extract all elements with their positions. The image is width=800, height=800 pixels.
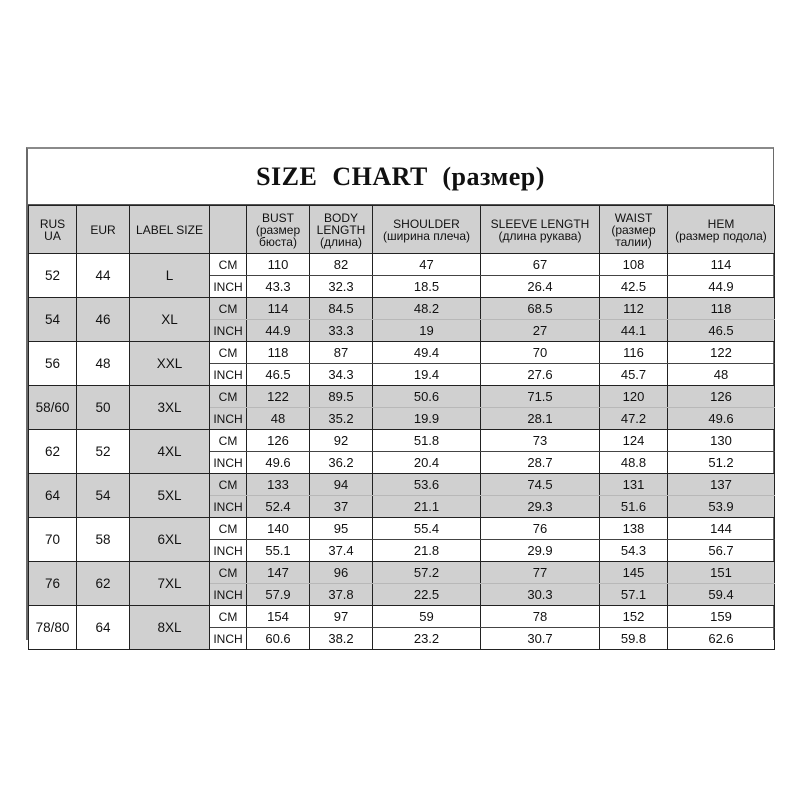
cell-hem-cm: 159 (668, 606, 775, 628)
cell-body-length-cm: 97 (310, 606, 373, 628)
cell-bust-inch: 43.3 (247, 276, 310, 298)
cell-rus-ua: 54 (29, 298, 77, 342)
table-row-cm (29, 430, 775, 452)
cell-sleeve-length-inch: 29.9 (481, 540, 600, 562)
cell-label-size: 8XL (130, 606, 210, 650)
header-body-length: BODY LENGTH (длина) (310, 206, 373, 254)
cell-unit-cm: CM (210, 474, 247, 496)
cell-body-length-cm: 95 (310, 518, 373, 540)
cell-waist-inch: 59.8 (600, 628, 668, 650)
cell-body-length-inch: 38.2 (310, 628, 373, 650)
cell-waist-cm: 120 (600, 386, 668, 408)
cell-shoulder-cm: 49.4 (373, 342, 481, 364)
cell-bust-cm: 110 (247, 254, 310, 276)
cell-waist-cm: 108 (600, 254, 668, 276)
header-waist: WAIST (размер талии) (600, 206, 668, 254)
cell-bust-cm: 118 (247, 342, 310, 364)
cell-shoulder-cm: 47 (373, 254, 481, 276)
cell-sleeve-length-inch: 28.7 (481, 452, 600, 474)
cell-label-size: XXL (130, 342, 210, 386)
cell-unit-cm: CM (210, 386, 247, 408)
cell-hem-inch: 46.5 (668, 320, 775, 342)
cell-hem-cm: 118 (668, 298, 775, 320)
cell-rus-ua: 58/60 (29, 386, 77, 430)
cell-waist-inch: 42.5 (600, 276, 668, 298)
cell-rus-ua: 64 (29, 474, 77, 518)
cell-sleeve-length-cm: 76 (481, 518, 600, 540)
cell-hem-cm: 114 (668, 254, 775, 276)
cell-shoulder-cm: 57.2 (373, 562, 481, 584)
cell-unit-inch: INCH (210, 408, 247, 430)
cell-sleeve-length-cm: 70 (481, 342, 600, 364)
cell-unit-inch: INCH (210, 584, 247, 606)
cell-unit-cm: CM (210, 562, 247, 584)
cell-eur: 50 (77, 386, 130, 430)
size-table-body (29, 254, 775, 650)
cell-shoulder-inch: 19.9 (373, 408, 481, 430)
cell-bust-inch: 60.6 (247, 628, 310, 650)
cell-bust-cm: 122 (247, 386, 310, 408)
cell-rus-ua: 78/80 (29, 606, 77, 650)
cell-waist-cm: 145 (600, 562, 668, 584)
cell-waist-inch: 51.6 (600, 496, 668, 518)
table-row-cm (29, 518, 775, 540)
cell-label-size: 6XL (130, 518, 210, 562)
cell-hem-cm: 144 (668, 518, 775, 540)
cell-body-length-inch: 37 (310, 496, 373, 518)
cell-sleeve-length-cm: 73 (481, 430, 600, 452)
cell-hem-cm: 126 (668, 386, 775, 408)
cell-shoulder-inch: 19.4 (373, 364, 481, 386)
cell-waist-cm: 124 (600, 430, 668, 452)
cell-waist-cm: 152 (600, 606, 668, 628)
cell-waist-inch: 57.1 (600, 584, 668, 606)
cell-hem-inch: 53.9 (668, 496, 775, 518)
cell-unit-cm: CM (210, 254, 247, 276)
cell-body-length-cm: 94 (310, 474, 373, 496)
cell-eur: 46 (77, 298, 130, 342)
cell-hem-inch: 44.9 (668, 276, 775, 298)
cell-waist-cm: 112 (600, 298, 668, 320)
cell-body-length-inch: 35.2 (310, 408, 373, 430)
table-row-cm (29, 342, 775, 364)
cell-waist-cm: 131 (600, 474, 668, 496)
header-shoulder: SHOULDER (ширина плеча) (373, 206, 481, 254)
cell-sleeve-length-cm: 67 (481, 254, 600, 276)
cell-eur: 44 (77, 254, 130, 298)
cell-label-size: 3XL (130, 386, 210, 430)
cell-hem-cm: 130 (668, 430, 775, 452)
cell-sleeve-length-cm: 71.5 (481, 386, 600, 408)
cell-hem-inch: 59.4 (668, 584, 775, 606)
cell-shoulder-cm: 59 (373, 606, 481, 628)
cell-shoulder-cm: 55.4 (373, 518, 481, 540)
cell-waist-inch: 47.2 (600, 408, 668, 430)
cell-bust-cm: 126 (247, 430, 310, 452)
cell-unit-inch: INCH (210, 452, 247, 474)
cell-rus-ua: 56 (29, 342, 77, 386)
table-row-cm (29, 562, 775, 584)
cell-hem-inch: 51.2 (668, 452, 775, 474)
cell-body-length-inch: 37.8 (310, 584, 373, 606)
cell-shoulder-inch: 18.5 (373, 276, 481, 298)
header-rus-ua: RUS UA (29, 206, 77, 254)
cell-body-length-cm: 96 (310, 562, 373, 584)
cell-label-size: L (130, 254, 210, 298)
cell-sleeve-length-inch: 27 (481, 320, 600, 342)
cell-shoulder-cm: 50.6 (373, 386, 481, 408)
cell-unit-inch: INCH (210, 496, 247, 518)
table-row-cm (29, 298, 775, 320)
cell-sleeve-length-inch: 29.3 (481, 496, 600, 518)
cell-bust-inch: 49.6 (247, 452, 310, 474)
header-eur: EUR (77, 206, 130, 254)
header-row (29, 206, 775, 254)
cell-bust-inch: 57.9 (247, 584, 310, 606)
cell-sleeve-length-cm: 78 (481, 606, 600, 628)
cell-waist-cm: 138 (600, 518, 668, 540)
cell-body-length-inch: 36.2 (310, 452, 373, 474)
cell-body-length-cm: 84.5 (310, 298, 373, 320)
header-unit (210, 206, 247, 254)
size-table (28, 205, 775, 650)
cell-unit-cm: CM (210, 342, 247, 364)
cell-unit-cm: CM (210, 298, 247, 320)
cell-shoulder-inch: 21.8 (373, 540, 481, 562)
cell-unit-cm: CM (210, 518, 247, 540)
cell-unit-inch: INCH (210, 320, 247, 342)
table-row-cm (29, 386, 775, 408)
cell-label-size: XL (130, 298, 210, 342)
cell-unit-cm: CM (210, 606, 247, 628)
cell-body-length-inch: 32.3 (310, 276, 373, 298)
cell-bust-cm: 133 (247, 474, 310, 496)
cell-sleeve-length-inch: 30.3 (481, 584, 600, 606)
cell-eur: 52 (77, 430, 130, 474)
cell-bust-inch: 55.1 (247, 540, 310, 562)
cell-body-length-inch: 34.3 (310, 364, 373, 386)
cell-shoulder-cm: 48.2 (373, 298, 481, 320)
header-bust: BUST (размер бюста) (247, 206, 310, 254)
cell-hem-inch: 48 (668, 364, 775, 386)
cell-sleeve-length-cm: 77 (481, 562, 600, 584)
cell-bust-cm: 114 (247, 298, 310, 320)
size-chart-title: SIZE CHART (размер) (28, 149, 773, 205)
cell-eur: 62 (77, 562, 130, 606)
cell-rus-ua: 62 (29, 430, 77, 474)
cell-waist-inch: 54.3 (600, 540, 668, 562)
cell-waist-inch: 44.1 (600, 320, 668, 342)
cell-body-length-inch: 37.4 (310, 540, 373, 562)
cell-sleeve-length-inch: 27.6 (481, 364, 600, 386)
cell-hem-inch: 62.6 (668, 628, 775, 650)
header-sleeve-length: SLEEVE LENGTH (длина рукава) (481, 206, 600, 254)
cell-body-length-cm: 89.5 (310, 386, 373, 408)
cell-body-length-cm: 87 (310, 342, 373, 364)
cell-unit-inch: INCH (210, 540, 247, 562)
cell-label-size: 5XL (130, 474, 210, 518)
cell-shoulder-inch: 21.1 (373, 496, 481, 518)
cell-bust-cm: 147 (247, 562, 310, 584)
cell-sleeve-length-inch: 28.1 (481, 408, 600, 430)
cell-body-length-inch: 33.3 (310, 320, 373, 342)
cell-label-size: 7XL (130, 562, 210, 606)
cell-body-length-cm: 82 (310, 254, 373, 276)
cell-bust-inch: 52.4 (247, 496, 310, 518)
cell-body-length-cm: 92 (310, 430, 373, 452)
cell-sleeve-length-cm: 74.5 (481, 474, 600, 496)
cell-shoulder-cm: 53.6 (373, 474, 481, 496)
cell-waist-inch: 48.8 (600, 452, 668, 474)
cell-hem-cm: 137 (668, 474, 775, 496)
cell-waist-inch: 45.7 (600, 364, 668, 386)
cell-eur: 54 (77, 474, 130, 518)
cell-unit-inch: INCH (210, 628, 247, 650)
cell-bust-inch: 44.9 (247, 320, 310, 342)
cell-rus-ua: 70 (29, 518, 77, 562)
cell-bust-cm: 154 (247, 606, 310, 628)
cell-unit-inch: INCH (210, 364, 247, 386)
cell-rus-ua: 52 (29, 254, 77, 298)
cell-shoulder-cm: 51.8 (373, 430, 481, 452)
cell-shoulder-inch: 20.4 (373, 452, 481, 474)
cell-eur: 58 (77, 518, 130, 562)
cell-sleeve-length-cm: 68.5 (481, 298, 600, 320)
cell-unit-inch: INCH (210, 276, 247, 298)
size-chart (26, 147, 774, 646)
header-label-size: LABEL SIZE (130, 206, 210, 254)
cell-hem-cm: 151 (668, 562, 775, 584)
cell-bust-inch: 48 (247, 408, 310, 430)
table-row-cm (29, 606, 775, 628)
cell-eur: 48 (77, 342, 130, 386)
cell-eur: 64 (77, 606, 130, 650)
cell-shoulder-inch: 19 (373, 320, 481, 342)
cell-bust-inch: 46.5 (247, 364, 310, 386)
cell-sleeve-length-inch: 26.4 (481, 276, 600, 298)
cell-shoulder-inch: 23.2 (373, 628, 481, 650)
cell-rus-ua: 76 (29, 562, 77, 606)
cell-bust-cm: 140 (247, 518, 310, 540)
cell-hem-inch: 56.7 (668, 540, 775, 562)
header-hem: HEM (размер подола) (668, 206, 775, 254)
table-row-cm (29, 254, 775, 276)
cell-sleeve-length-inch: 30.7 (481, 628, 600, 650)
cell-hem-cm: 122 (668, 342, 775, 364)
table-row-cm (29, 474, 775, 496)
cell-shoulder-inch: 22.5 (373, 584, 481, 606)
cell-label-size: 4XL (130, 430, 210, 474)
cell-waist-cm: 116 (600, 342, 668, 364)
cell-unit-cm: CM (210, 430, 247, 452)
cell-hem-inch: 49.6 (668, 408, 775, 430)
